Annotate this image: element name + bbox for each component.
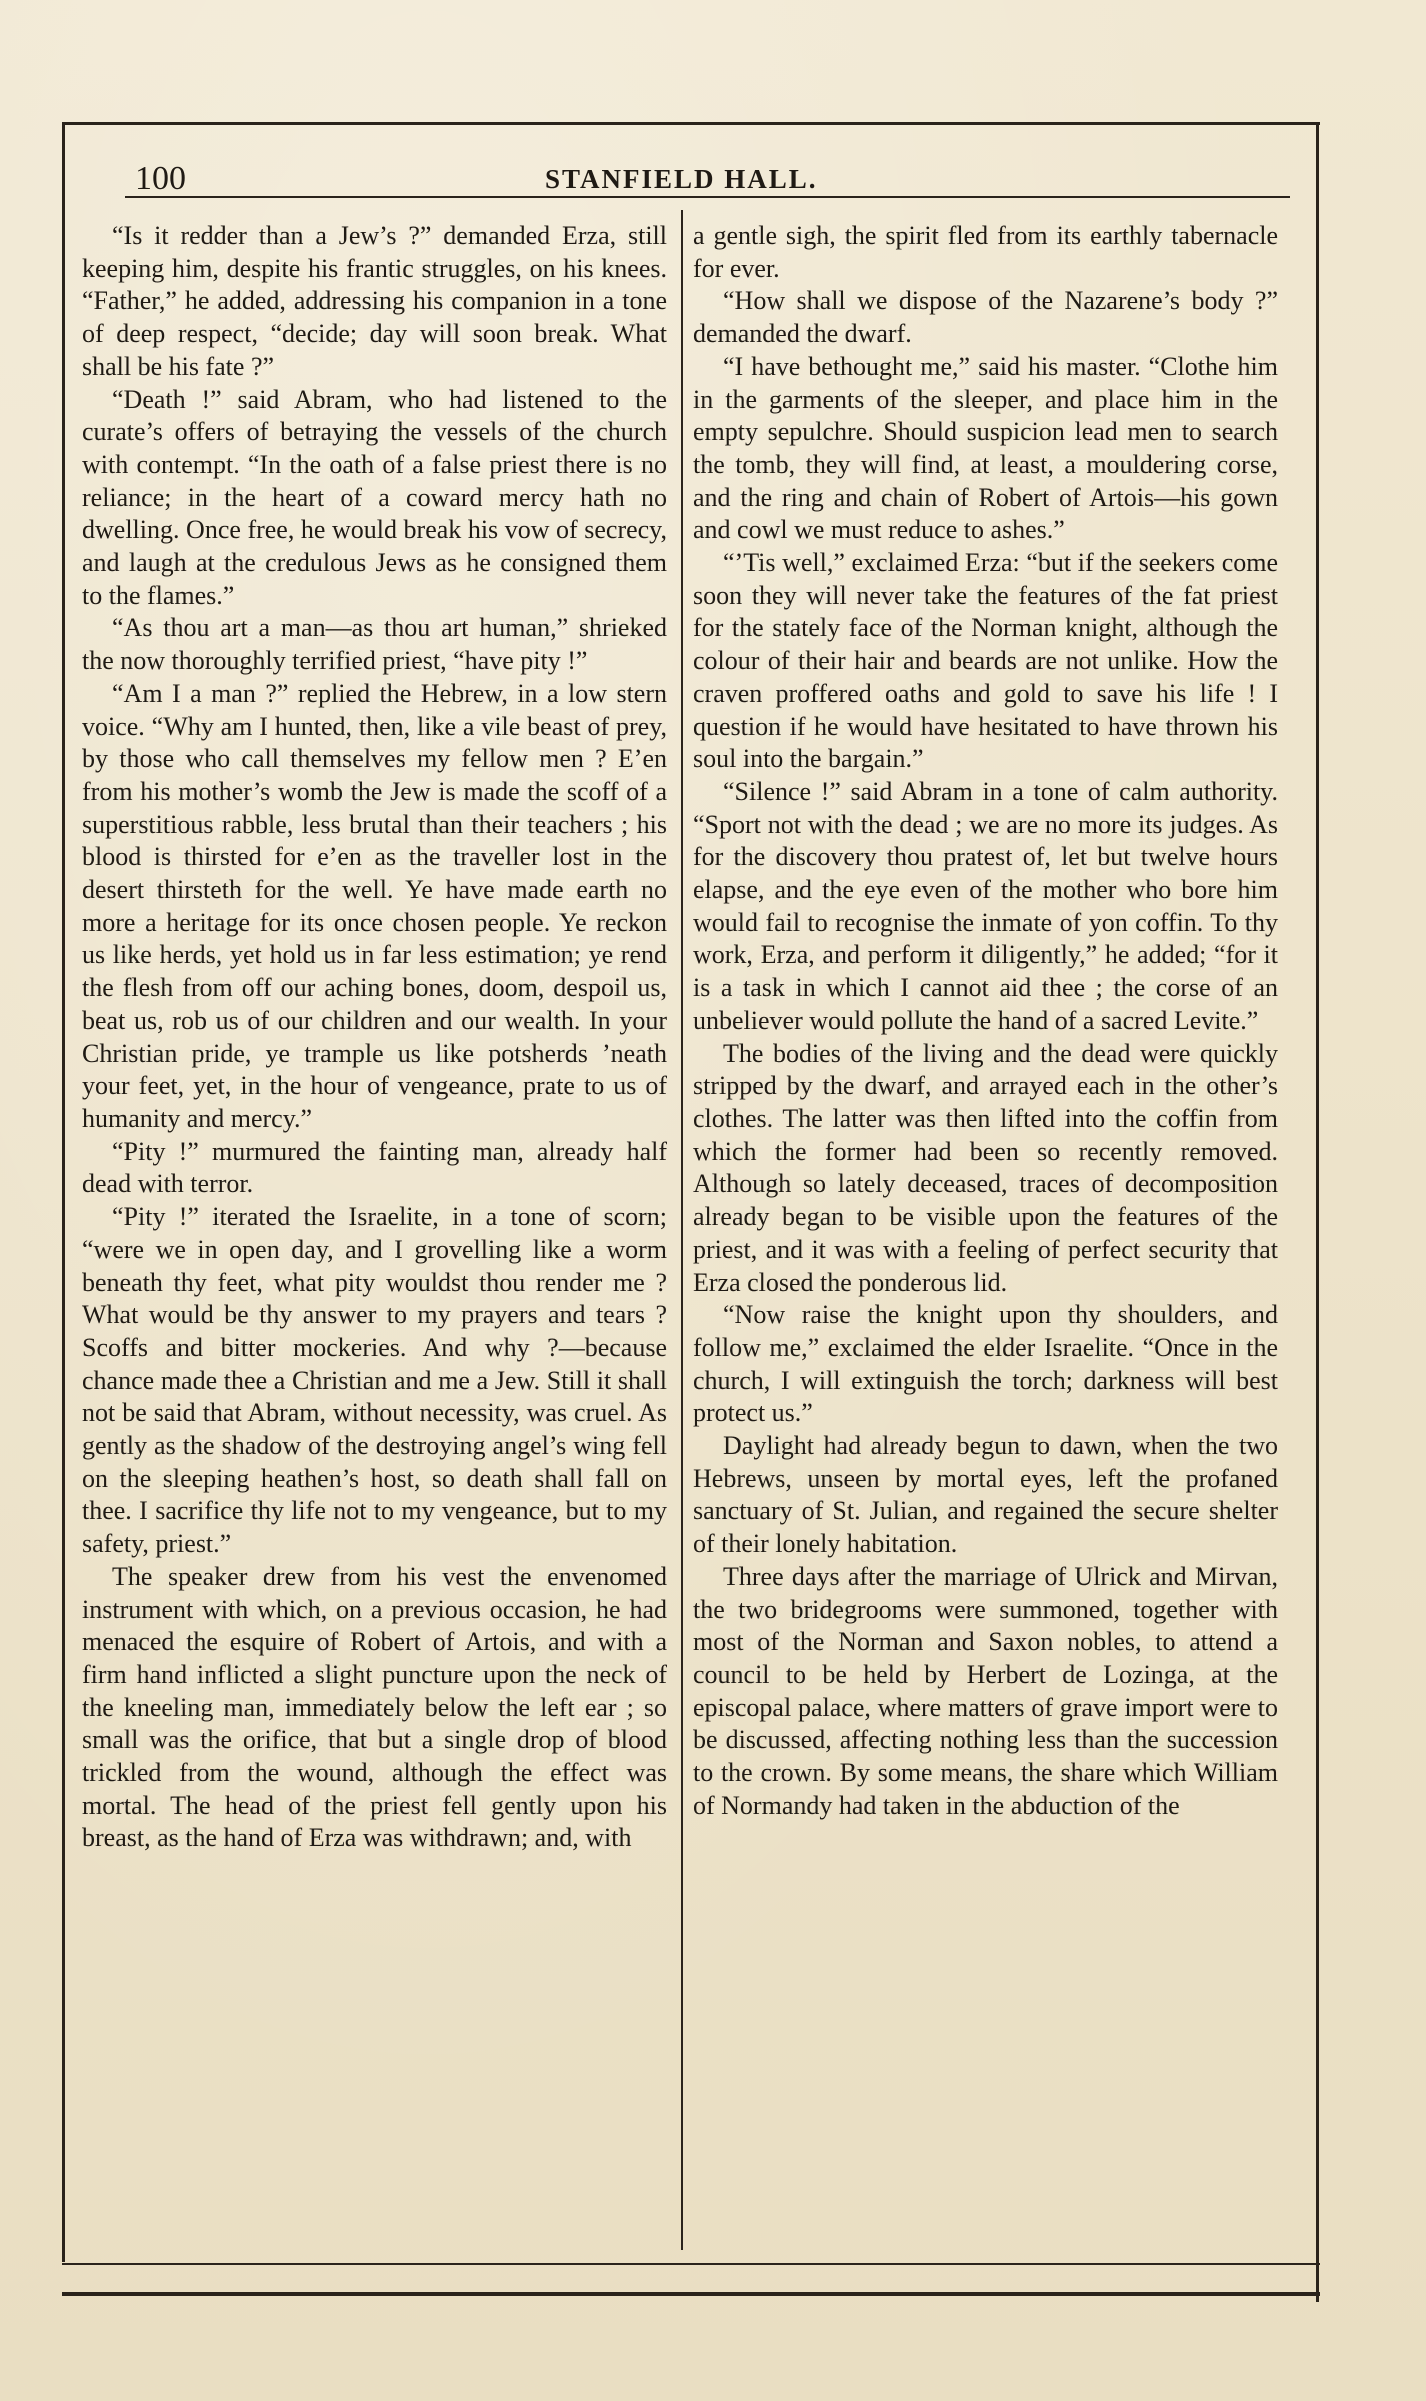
paragraph: “’Tis well,” exclaimed Erza: “but if the seekers come soon they will never take the features of the fat priest for the stately face of the Norman knight, although the colour of their hair and beards are not unlike. How the craven proffered oaths and gold to save his life ! I question if he would have hesitated to have thrown his soul into the bargain.” (693, 548, 1278, 774)
top-border-rule (62, 122, 1320, 125)
paragraph: The bodies of the living and the dead were quickly stripped by the dwarf, and arrayed each in the other’s clothes. The latter was then lifted into the coffin from which the former had been so recently removed. Although so lately deceased, traces of decomposition already began to be visible upon the features of the priest, and it was with a feeling of perfect security that Erza closed the ponderous lid. (693, 1038, 1278, 1297)
paragraph: “Pity !” murmured the fainting man, already half dead with terror. (82, 1136, 667, 1199)
bottom-border-rule (62, 2292, 1320, 2296)
left-column (82, 220, 667, 2230)
paragraph: “I have bethought me,” said his master. “Clothe him in the garments of the sleeper, and place him in the empty sepulchre. Should suspicion lead men to search the tomb, they will find, at least, a mouldering corse, and the ring and chain of Robert of Artois—his gown and cowl we must reduce to ashes.” (693, 351, 1278, 545)
page-number: 100 (135, 160, 186, 197)
paragraph: “Silence !” said Abram in a tone of calm authority. “Sport not with the dead ; we are no more its judges. As for the discovery thou pratest of, let but twelve hours elapse, and the eye even of the mother who bore him would fail to recognise the inmate of yon coffin. To thy work, Erza, and perform it diligently,” he added; “for it is a task in which I cannot aid thee ; the corse of an unbeliever would pollute the hand of a sacred Levite.” (693, 776, 1278, 1035)
column-divider (681, 210, 683, 2250)
paragraph: a gentle sigh, the spirit fled from its earthly tabernacle for ever. (693, 221, 1278, 283)
left-border-rule (62, 122, 65, 2262)
right-border-rule (1316, 122, 1319, 2302)
paragraph: “Is it redder than a Jew’s ?” demanded Erza, still keeping him, despite his frantic struggles, on his knees. “Father,” he added, addressing his companion in a tone of deep respect, “decide; day will soon break. What shall be his fate ?” (82, 221, 667, 381)
paragraph: Three days after the marriage of Ulrick and Mirvan, the two bridegrooms were summoned, together with most of the Norman and Saxon nobles, to attend a council to be held by Herbert de Lozinga, at the episcopal palace, where matters of grave import were to be discussed, affecting nothing less than the succession to the crown. By some means, the share which William of Normandy had taken in the abduction of the (693, 1561, 1278, 1820)
paragraph: “As thou art a man—as thou art human,” shrieked the now thoroughly terrified priest, “have pity !” (82, 613, 667, 676)
paragraph: “Now raise the knight upon thy shoulders, and follow me,” exclaimed the elder Israelite. “Once in the church, I will extinguish the torch; darkness will best protect us.” (693, 1300, 1278, 1428)
paragraph: “Death !” said Abram, who had listened to the curate’s offers of betraying the vessels of the church with contempt. “In the oath of a false priest there is no reliance; in the heart of a coward mercy hath no dwelling. Once free, he would break his vow of secrecy, and laugh at the credulous Jews as he consigned them to the flames.” (82, 384, 667, 610)
paragraph: “How shall we dispose of the Nazarene’s body ?” demanded the dwarf. (693, 286, 1278, 349)
paragraph: “Pity !” iterated the Israelite, in a tone of scorn; “were we in open day, and I grovelling like a worm beneath thy feet, what pity wouldst thou render me ? What would be thy answer to my prayers and tears ? Scoffs and bitter mockeries. And why ?—because chance made thee a Christian and me a Jew. Still it shall not be said that Abram, without necessity, was cruel. As gently as the shadow of the destroying angel’s wing fell on the sleeping heathen’s host, so death shall fall on thee. I sacrifice thy life not to my vengeance, but to my safety, priest.” (82, 1202, 667, 1559)
page-header (125, 160, 1290, 200)
bottom-inner-rule (62, 2263, 1320, 2265)
right-column (693, 220, 1278, 2230)
paragraph: Daylight had already begun to dawn, when the two Hebrews, unseen by mortal eyes, left the profaned sanctuary of St. Julian, and regained the secure shelter of their lonely habitation. (693, 1431, 1278, 1559)
running-title: STANFIELD HALL. (545, 164, 818, 194)
paragraph: The speaker drew from his vest the envenomed instrument with which, on a previous occasion, he had menaced the esquire of Robert of Artois, and with a firm hand inflicted a slight puncture upon the neck of the kneeling man, immediately below the left ear ; so small was the orifice, that but a single drop of blood trickled from the wound, although the effect was mortal. The head of the priest fell gently upon his breast, as the hand of Erza was withdrawn; and, with (82, 1561, 667, 1853)
paragraph: “Am I a man ?” replied the Hebrew, in a low stern voice. “Why am I hunted, then, like a vile beast of prey, by those who call themselves my fellow men ? E’en from his mother’s womb the Jew is made the scoff of a superstitious rabble, less brutal than their teachers ; his blood is thirsted for e’en as the traveller lost in the desert thirsteth for the well. Ye have made earth no more a heritage for its once chosen people. Ye reckon us like herds, yet hold us in far less estimation; ye rend the flesh from off our aching bones, doom, despoil us, beat us, rob us of our children and our wealth. In your Christian pride, ye trample us like potsherds ’neath your feet, yet, in the hour of vengeance, prate to us of humanity and mercy.” (82, 678, 667, 1133)
